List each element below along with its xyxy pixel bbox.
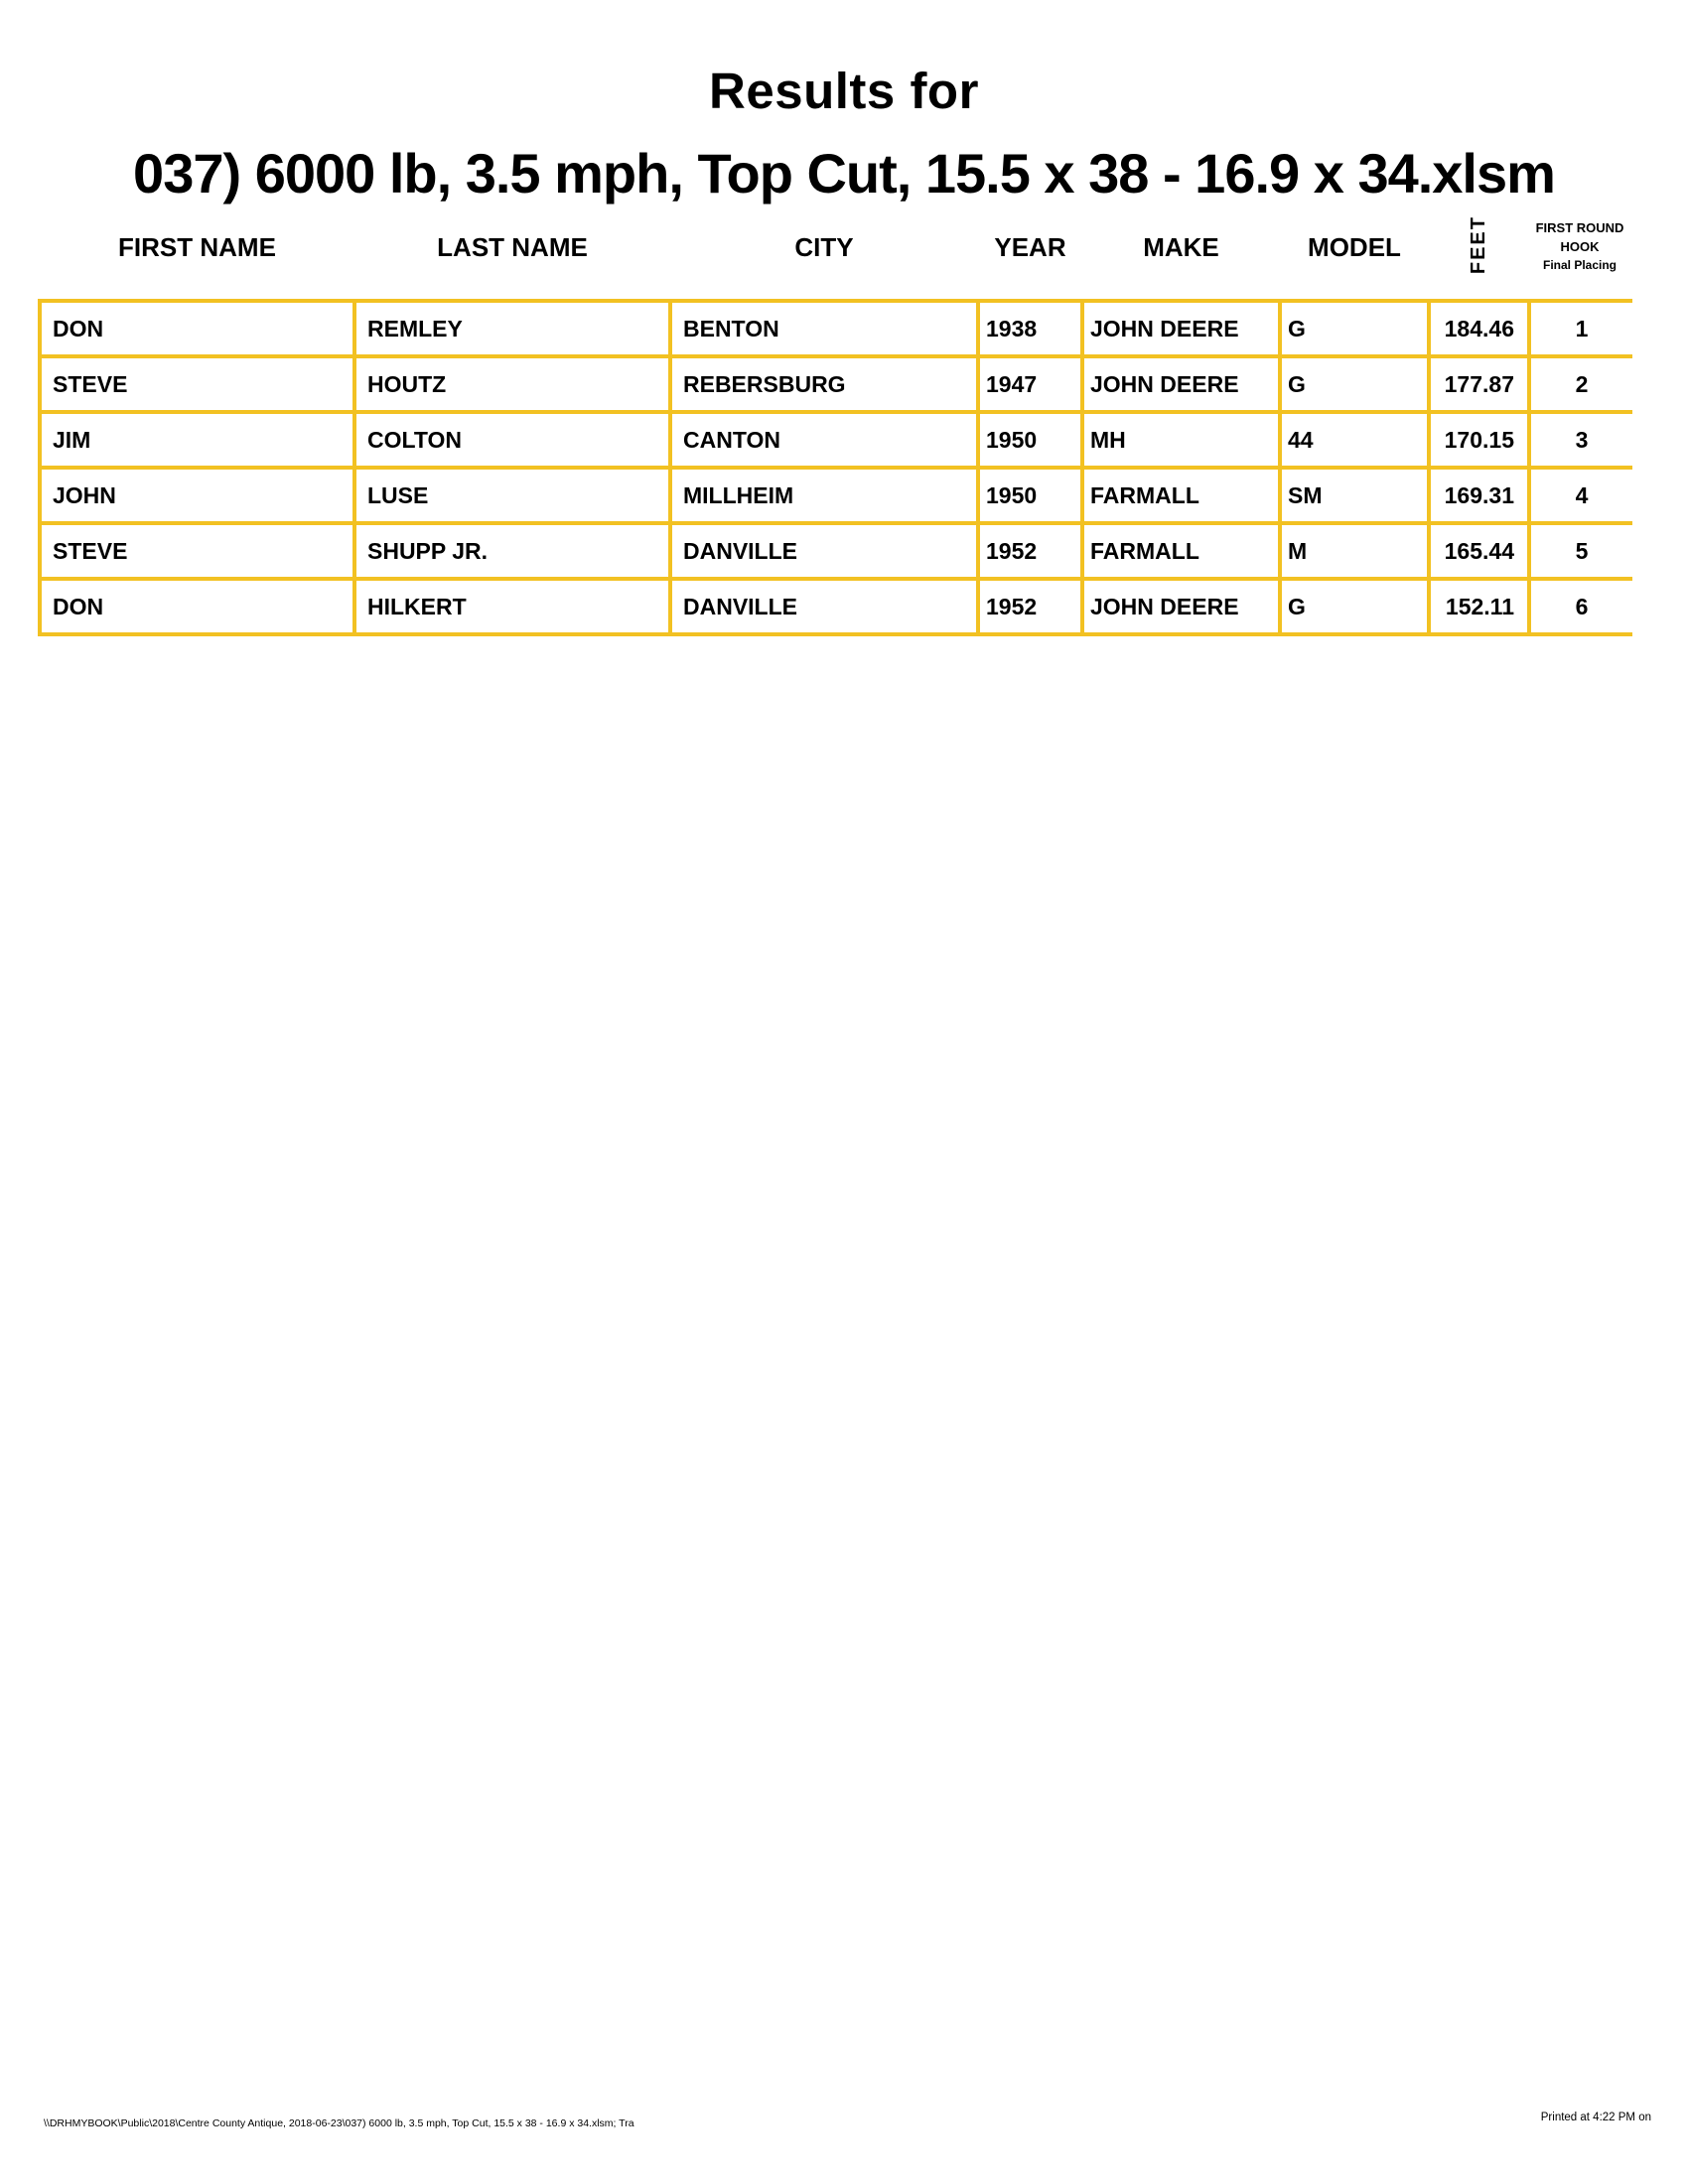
- cell-year: 1952: [978, 579, 1082, 634]
- cell-make: JOHN DEERE: [1082, 301, 1280, 356]
- header-first-name: FIRST NAME: [118, 232, 276, 262]
- table-row: [40, 523, 1632, 579]
- cell-feet: 177.87: [1429, 356, 1529, 412]
- cell-city: BENTON: [670, 301, 978, 356]
- cell-feet: 184.46: [1429, 301, 1529, 356]
- cell-feet: 165.44: [1429, 523, 1529, 579]
- cell-model: G: [1280, 579, 1429, 634]
- cell-placing: 4: [1529, 468, 1632, 523]
- cell-year: 1938: [978, 301, 1082, 356]
- cell-feet: 170.15: [1429, 412, 1529, 468]
- cell-feet: 169.31: [1429, 468, 1529, 523]
- cell-model: M: [1280, 523, 1429, 579]
- cell-city: DANVILLE: [670, 523, 978, 579]
- cell-placing: 3: [1529, 412, 1632, 468]
- header-feet-rotated: [1431, 210, 1527, 280]
- cell-year: 1947: [978, 356, 1082, 412]
- cell-last-name: HILKERT: [354, 579, 670, 634]
- header-feet-label: FEET: [1468, 215, 1489, 275]
- header-hook-line3: Final Placing: [1542, 258, 1617, 272]
- cell-model: SM: [1280, 468, 1429, 523]
- cell-year: 1950: [978, 412, 1082, 468]
- header-make: MAKE: [1143, 232, 1219, 262]
- cell-make: FARMALL: [1082, 523, 1280, 579]
- cell-last-name: REMLEY: [354, 301, 670, 356]
- cell-placing: 2: [1529, 356, 1632, 412]
- cell-feet: 152.11: [1429, 579, 1529, 634]
- cell-last-name: LUSE: [354, 468, 670, 523]
- cell-last-name: HOUTZ: [354, 356, 670, 412]
- page-title: Results for: [709, 63, 979, 119]
- header-year: YEAR: [994, 232, 1066, 262]
- header-model: MODEL: [1308, 232, 1401, 262]
- cell-last-name: COLTON: [354, 412, 670, 468]
- cell-first-name: DON: [40, 579, 354, 634]
- cell-first-name: STEVE: [40, 523, 354, 579]
- cell-first-name: JOHN: [40, 468, 354, 523]
- table-row: [40, 356, 1632, 412]
- cell-model: G: [1280, 301, 1429, 356]
- header-city: CITY: [794, 232, 854, 262]
- header-last-name: LAST NAME: [437, 232, 588, 262]
- cell-city: CANTON: [670, 412, 978, 468]
- header-first-round-hook: [1529, 218, 1630, 275]
- cell-placing: 6: [1529, 579, 1632, 634]
- table-row: [40, 579, 1632, 634]
- cell-year: 1952: [978, 523, 1082, 579]
- cell-make: FARMALL: [1082, 468, 1280, 523]
- cell-first-name: DON: [40, 301, 354, 356]
- cell-make: JOHN DEERE: [1082, 579, 1280, 634]
- print-file-path: \\DRHMYBOOK\Public\2018\Centre County Antique, 2018-06-23\037) 6000 lb, 3.5 mph, Top Cut, 15.5 x 38 - 16.9 x 34.xlsm; Tra: [44, 2117, 634, 2129]
- report-filename-title: 037) 6000 lb, 3.5 mph, Top Cut, 15.5 x 38 - 16.9 x 34.xlsm: [133, 142, 1555, 205]
- table-row: [40, 301, 1632, 356]
- cell-first-name: STEVE: [40, 356, 354, 412]
- table-row: [40, 412, 1632, 468]
- header-hook-line2: HOOK: [1560, 239, 1600, 254]
- cell-city: MILLHEIM: [670, 468, 978, 523]
- cell-city: DANVILLE: [670, 579, 978, 634]
- cell-last-name: SHUPP JR.: [354, 523, 670, 579]
- header-hook-line1: FIRST ROUND: [1535, 220, 1624, 235]
- table-row: [40, 468, 1632, 523]
- print-timestamp: Printed at 4:22 PM on: [1540, 2112, 1651, 2123]
- cell-year: 1950: [978, 468, 1082, 523]
- cell-placing: 5: [1529, 523, 1632, 579]
- cell-first-name: JIM: [40, 412, 354, 468]
- cell-make: JOHN DEERE: [1082, 356, 1280, 412]
- cell-placing: 1: [1529, 301, 1632, 356]
- results-table: [38, 299, 1632, 636]
- cell-model: G: [1280, 356, 1429, 412]
- cell-model: 44: [1280, 412, 1429, 468]
- cell-city: REBERSBURG: [670, 356, 978, 412]
- cell-make: MH: [1082, 412, 1280, 468]
